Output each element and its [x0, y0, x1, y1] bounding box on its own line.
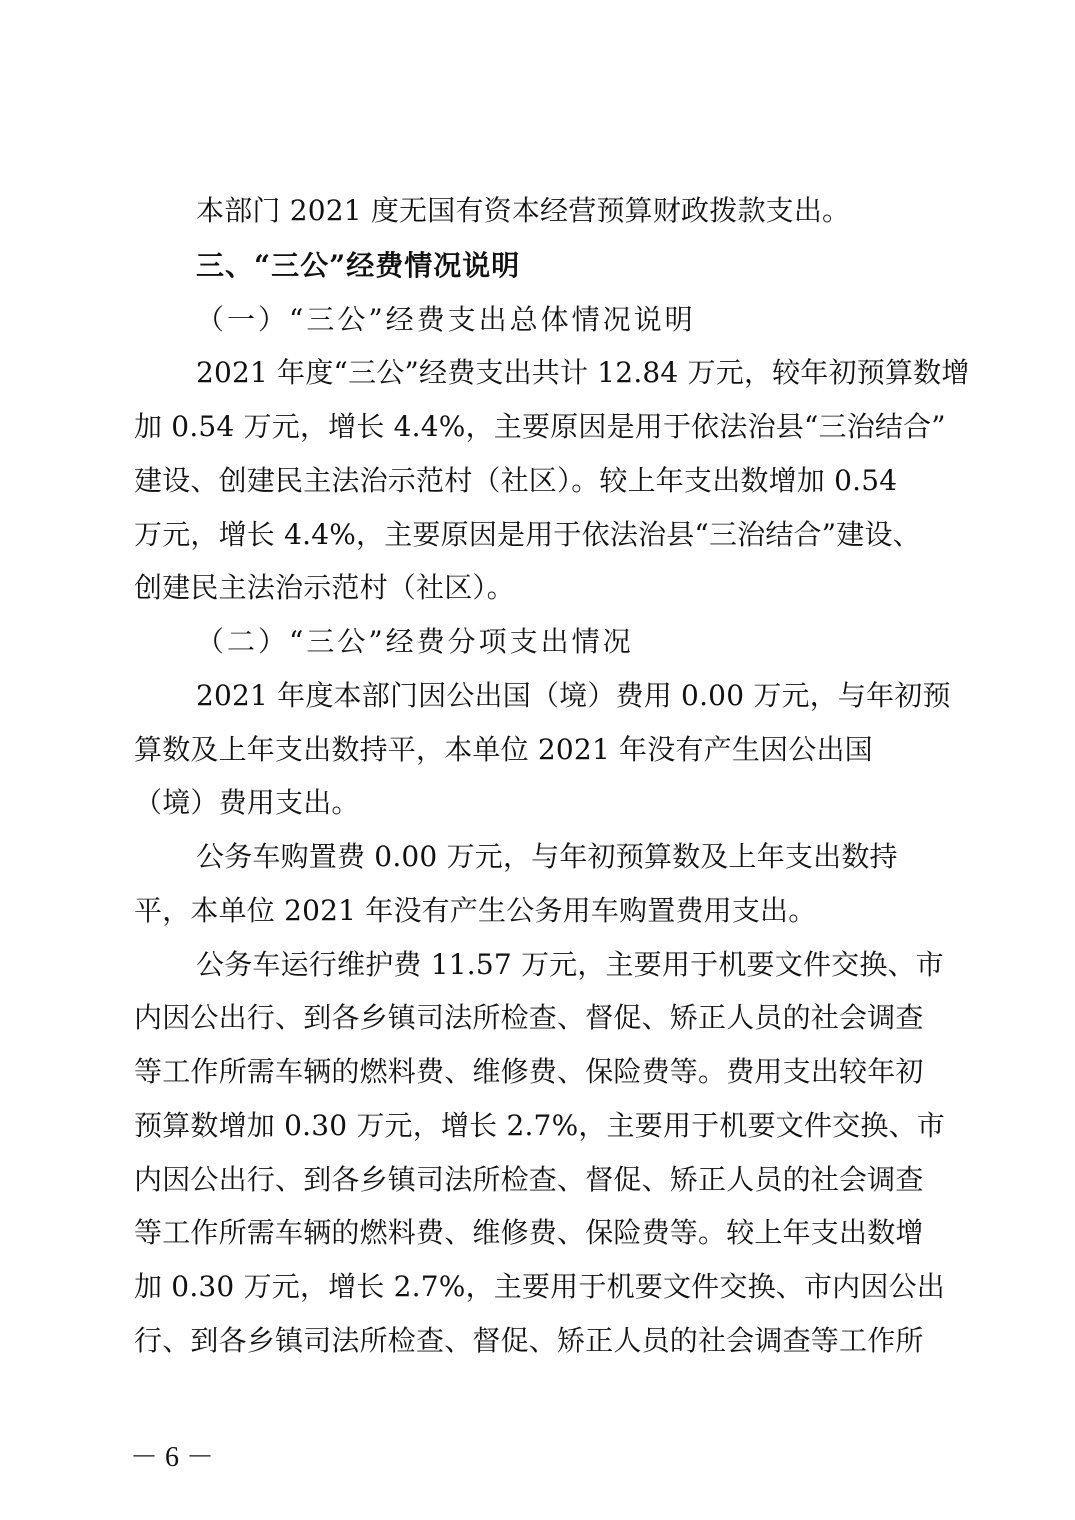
- subsection-heading: （二）“三公”经费分项支出情况: [196, 625, 634, 658]
- paragraph-line: 等工作所需车辆的燃料费、维修费、保险费等。费用支出较年初: [134, 1055, 924, 1088]
- paragraph-line: 内因公出行、到各乡镇司法所检查、督促、矫正人员的社会调查: [134, 1163, 924, 1196]
- paragraph-line: 算数及上年支出数持平，本单位 2021 年没有产生因公出国: [134, 733, 873, 766]
- paragraph-line: （境）费用支出。: [134, 786, 360, 819]
- paragraph-line: 创建民主法治示范村（社区）。: [134, 571, 515, 604]
- paragraph-line: 公务车运行维护费 11.57 万元，主要用于机要文件交换、市: [196, 948, 944, 981]
- page-number: － 6 －: [130, 1442, 215, 1473]
- paragraph-line: 建设、创建民主法治示范村（社区）。较上年支出数增加 0.54: [134, 464, 898, 497]
- section-heading: 三、“三公”经费情况说明: [196, 249, 521, 282]
- paragraph-line: 内因公出行、到各乡镇司法所检查、督促、矫正人员的社会调查: [134, 1001, 924, 1034]
- paragraph-line: 预算数增加 0.30 万元，增长 2.7%，主要用于机要文件交换、市: [134, 1109, 945, 1142]
- paragraph-line: 加 0.54 万元，增长 4.4%，主要原因是用于依法治县“三治结合”: [134, 410, 946, 443]
- paragraph-line: 等工作所需车辆的燃料费、维修费、保险费等。较上年支出数增: [134, 1216, 924, 1249]
- paragraph-line: 本部门 2021 度无国有资本经营预算财政拨款支出。: [196, 194, 851, 227]
- subsection-heading: （一）“三公”经费支出总体情况说明: [196, 303, 696, 336]
- paragraph-line: 2021 年度“三公”经费支出共计 12.84 万元，较年初预算数增: [196, 356, 970, 389]
- paragraph-line: 公务车购置费 0.00 万元，与年初预算数及上年支出数持: [196, 840, 898, 873]
- paragraph-line: 2021 年度本部门因公出国（境）费用 0.00 万元，与年初预: [196, 679, 951, 712]
- paragraph-line: 加 0.30 万元，增长 2.7%，主要用于机要文件交换、市内因公出: [134, 1270, 945, 1303]
- paragraph-line: 万元，增长 4.4%，主要原因是用于依法治县“三治结合”建设、: [134, 518, 921, 551]
- paragraph-line: 行、到各乡镇司法所检查、督促、矫正人员的社会调查等工作所: [134, 1324, 924, 1357]
- paragraph-line: 平，本单位 2021 年没有产生公务用车购置费用支出。: [134, 894, 817, 927]
